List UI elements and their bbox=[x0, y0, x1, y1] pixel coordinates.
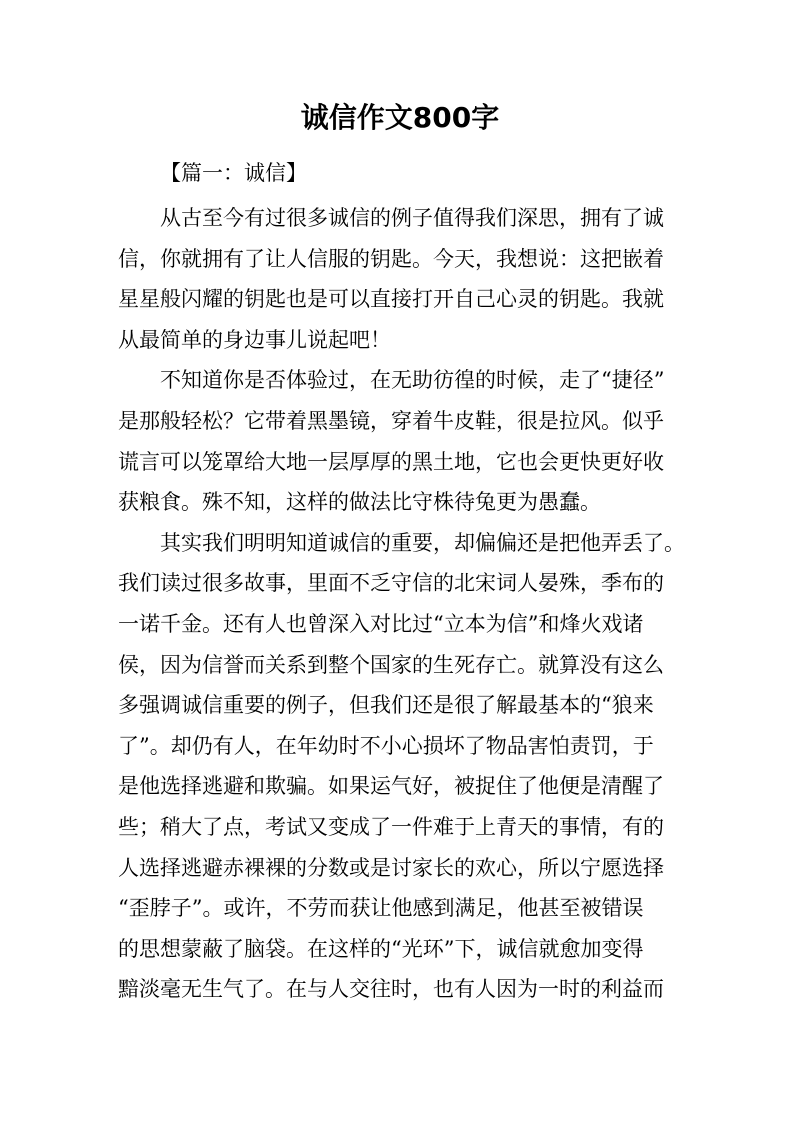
essay-body bbox=[118, 198, 688, 1010]
text-line: 我们读过很多故事，里面不乏守信的北宋词人晏殊，季布的 bbox=[118, 571, 664, 596]
text-line: 从古至今有过很多诚信的例子值得我们深思，拥有了诚 bbox=[160, 206, 664, 230]
text-line: 获粮食。殊不知，这样的做法比守株待兔更为愚蠢。 bbox=[118, 490, 601, 515]
text-line: 不知道你是否体验过，在无助彷徨的时候，走了“捷径” bbox=[160, 368, 665, 393]
text-line: 谎言可以笼罩给大地一层厚厚的黑土地，它也会更快更好收 bbox=[118, 449, 664, 474]
text-line: 多强调诚信重要的例子，但我们还是很了解最基本的“狼来 bbox=[118, 693, 654, 718]
text-line: 些；稍大了点，考试又变成了一件难于上青天的事情，有的 bbox=[118, 814, 664, 839]
text-line: 从最简单的身边事儿说起吧！ bbox=[118, 327, 391, 352]
text-line: 是那般轻松？它带着黑墨镜，穿着牛皮鞋，很是拉风。似乎 bbox=[118, 408, 664, 433]
text-line: 其实我们明明知道诚信的重要，却偏偏还是把他弄丢了。 bbox=[160, 530, 685, 555]
text-line: 人选择逃避赤裸裸的分数或是讨家长的欢心，所以宁愿选择 bbox=[118, 855, 664, 880]
text-line: 黯淡毫无生气了。在与人交往时，也有人因为一时的利益而 bbox=[118, 977, 664, 1002]
text-line: 信，你就拥有了让人信服的钥匙。今天，我想说：这把嵌着 bbox=[118, 246, 664, 271]
text-line: 星星般闪耀的钥匙也是可以直接打开自己心灵的钥匙。我就 bbox=[118, 287, 664, 312]
document-title: 诚信作文800字 bbox=[300, 101, 500, 134]
text-line: 了”。却仍有人，在年幼时不小心损坏了物品害怕责罚，于 bbox=[118, 733, 654, 758]
text-line: “歪脖子”。或许，不劳而获让他感到满足，他甚至被错误 bbox=[118, 896, 644, 921]
text-line: 侯，因为信誉而关系到整个国家的生死存亡。就算没有这么 bbox=[118, 652, 664, 677]
text-line: 的思想蒙蔽了脑袋。在这样的“光环”下，诚信就愈加变得 bbox=[118, 936, 644, 961]
text-line: 一诺千金。还有人也曾深入对比过“立本为信”和烽火戏诸 bbox=[118, 611, 644, 636]
text-line: 是他选择逃避和欺骗。如果运气好，被捉住了他便是清醒了 bbox=[118, 774, 664, 799]
section-heading: 【篇一：诚信】 bbox=[160, 161, 307, 185]
